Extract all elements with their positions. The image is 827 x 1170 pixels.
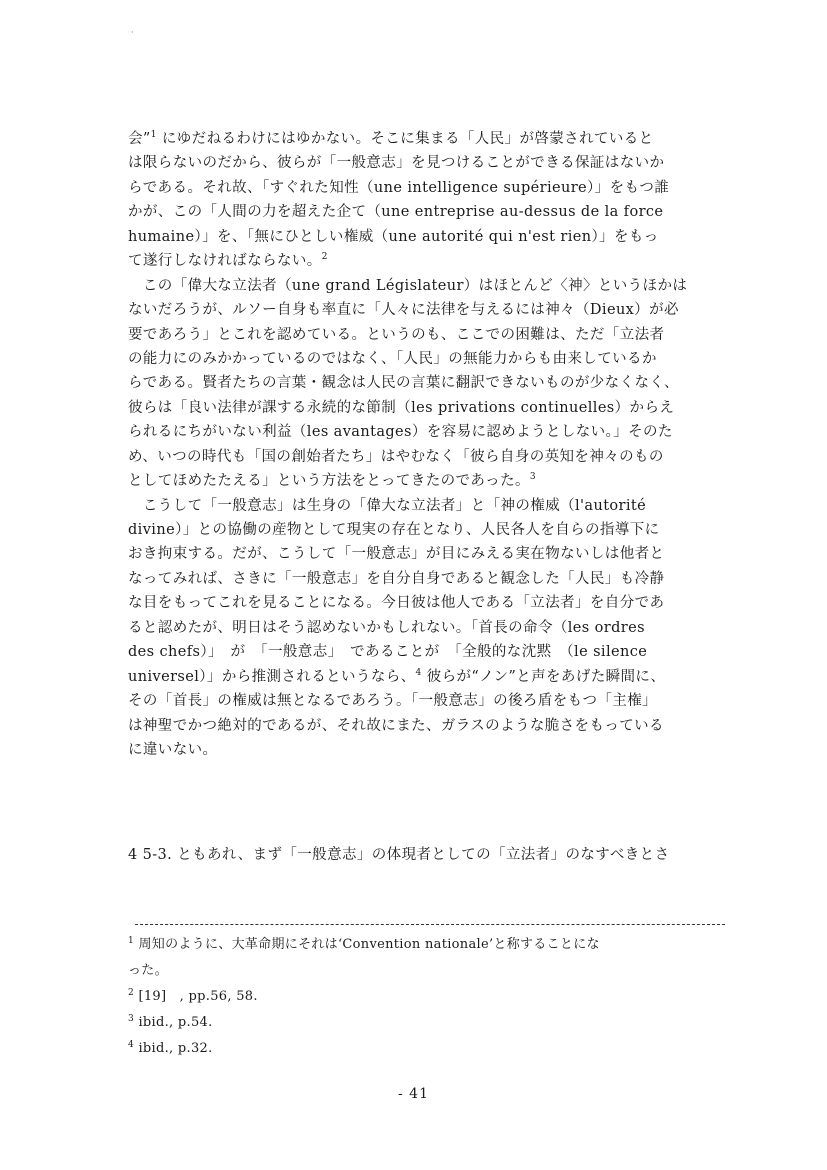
body-line-text: ないだろうが、ルソー自身も率直に「人々に法律を与えるには神々（Dieux）が必 [128,302,679,319]
body-line [128,640,728,664]
body-line [128,567,728,591]
body-line-text: 彼らは「良い法律が課する永続的な節制（les privations continuelles）からえ [128,399,675,416]
body-line-text: は限らないのだから、彼らが「一般意志」を見つけることができる保証はないか [128,155,665,172]
footnote-ref: 2 [321,252,328,263]
scan-speck: · [131,28,134,37]
body-line-text-rest: 彼らが“ノン”と声をあげた瞬間に、 [421,668,666,685]
body-line [128,127,728,151]
body-line-text: おき拘束する。だが、こうして「一般意志」が目にみえる実在物ないしは他者と [128,546,665,563]
body-text [128,127,728,762]
footnote [128,958,728,984]
footnote-separator [135,924,725,925]
body-line [128,225,728,249]
page-number: - 41 [398,1086,429,1102]
body-line [128,445,728,469]
footnote [128,1036,728,1062]
footnote-number: 2 [128,988,135,998]
footnote-ref: 4 [415,667,422,678]
body-line [128,542,728,566]
body-line-text: らである。それ故、「すぐれた知性（une intelligence supérieure）」をもつ誰 [128,179,670,196]
body-line [128,591,728,615]
footnote [128,1010,728,1036]
body-line [128,323,728,347]
body-line-text: の能力にのみかかっているのではなく、「人民」の無能力からも由来しているか [128,350,657,367]
body-line-text: その「首長」の権威は無となるであろう。「一般意志」の後ろ盾をもつ「主権」 [128,693,658,710]
body-line-text: らである。賢者たちの言葉・観念は人民の言葉に翻訳できないものが少なくなく、 [128,375,679,392]
section-heading: 4 5-3. ともあれ、まず「一般意志」の体現者としての「立法者」のなすべきとさ [128,847,670,863]
body-line [128,371,728,395]
footnote-number: 3 [128,1014,135,1024]
body-line [128,616,728,640]
body-line-text: は神聖でかつ絶対的であるが、それ故にまた、ガラスのような脆さをもっている [128,717,664,734]
body-line [128,298,728,322]
body-line-text: に違いない。 [128,741,218,758]
footnote-number: 4 [128,1040,135,1050]
body-line [128,738,728,762]
body-line-text: 会” [128,131,151,147]
body-line-text: 要であろう」とこれを認めている。というのも、ここでの困難は、ただ「立法者 [128,326,665,343]
body-line-text: な目をもってこれを見ることになる。今日彼は他人である「立法者」を自分であ [128,595,665,612]
body-line [128,249,728,273]
body-line [128,200,728,224]
body-line-text: め、いつの時代も「国の創始者たち」はやむなく「彼ら自身の英知を神々のもの [128,448,664,465]
body-line [128,176,728,200]
body-line [128,151,728,175]
body-line [128,396,728,420]
footnote-number: 1 [128,936,135,946]
body-line [128,714,728,738]
footnote-ref: 3 [529,472,537,483]
body-line [128,347,728,371]
body-line-text: universel）」から推測されるというなら、 [128,668,416,685]
footnote-ref: 1 [150,130,157,140]
footnote-text: 周知のように、大革命期にそれは‘Convention nationale’と称することにな [134,937,600,952]
footnote-text: った。 [128,963,168,978]
footnote-text: ibid., p.54. [134,1015,213,1030]
footnote-text: [19] , pp.56, 58. [134,989,258,1004]
footnote [128,984,728,1010]
body-line [128,665,728,689]
body-line-text: としてほめたたえる」という方法をとってきたのであった。 [128,473,530,490]
body-line-text: des chefs）」 が 「一般意志」 であることが 「全般的な沈黙 （le silence [128,644,648,661]
body-line [128,689,728,713]
body-line-text: なってみれば、さきに「一般意志」を自分自身であると観念した「人民」も冷静 [128,570,665,587]
body-line-text-rest: にゆだねるわけにはゆかない。そこに集まる「人民」が啓蒙されていると [156,131,654,147]
body-line [128,469,728,493]
body-line-text: ると認めたが、明日はそう認めないかもしれない。「首長の命令（les ordres [128,619,645,636]
body-line [128,420,728,444]
body-line [128,494,728,518]
body-line-text: て遂行しなければならない。 [128,253,322,270]
body-line-text: こうして「一般意志」は生身の「偉大な立法者」と「神の権威（l'autorité [128,497,647,514]
body-line-text: られるにちがいない利益（les avantages）を容易に認めようとしない。」そのた [128,424,673,441]
footnote-text: ibid., p.32. [134,1041,213,1056]
body-line-text: humaine）」を、「無にひとしい権威（une autorité qui n'est rien）」をもっ [128,228,659,245]
footnotes [128,932,728,1062]
body-line-text: かが、この「人間の力を超えた企て（une entreprise au-dessus de la force [128,204,664,221]
body-line-text: divine）」との協働の産物として現実の存在となり、人民各人を自らの指導下に [128,522,660,538]
body-line-text: この「偉大な立法者（une grand Législateur）はほとんど〈神〉というほかは [128,277,688,294]
body-line [128,274,728,298]
footnote [128,932,728,958]
body-line [128,518,728,542]
